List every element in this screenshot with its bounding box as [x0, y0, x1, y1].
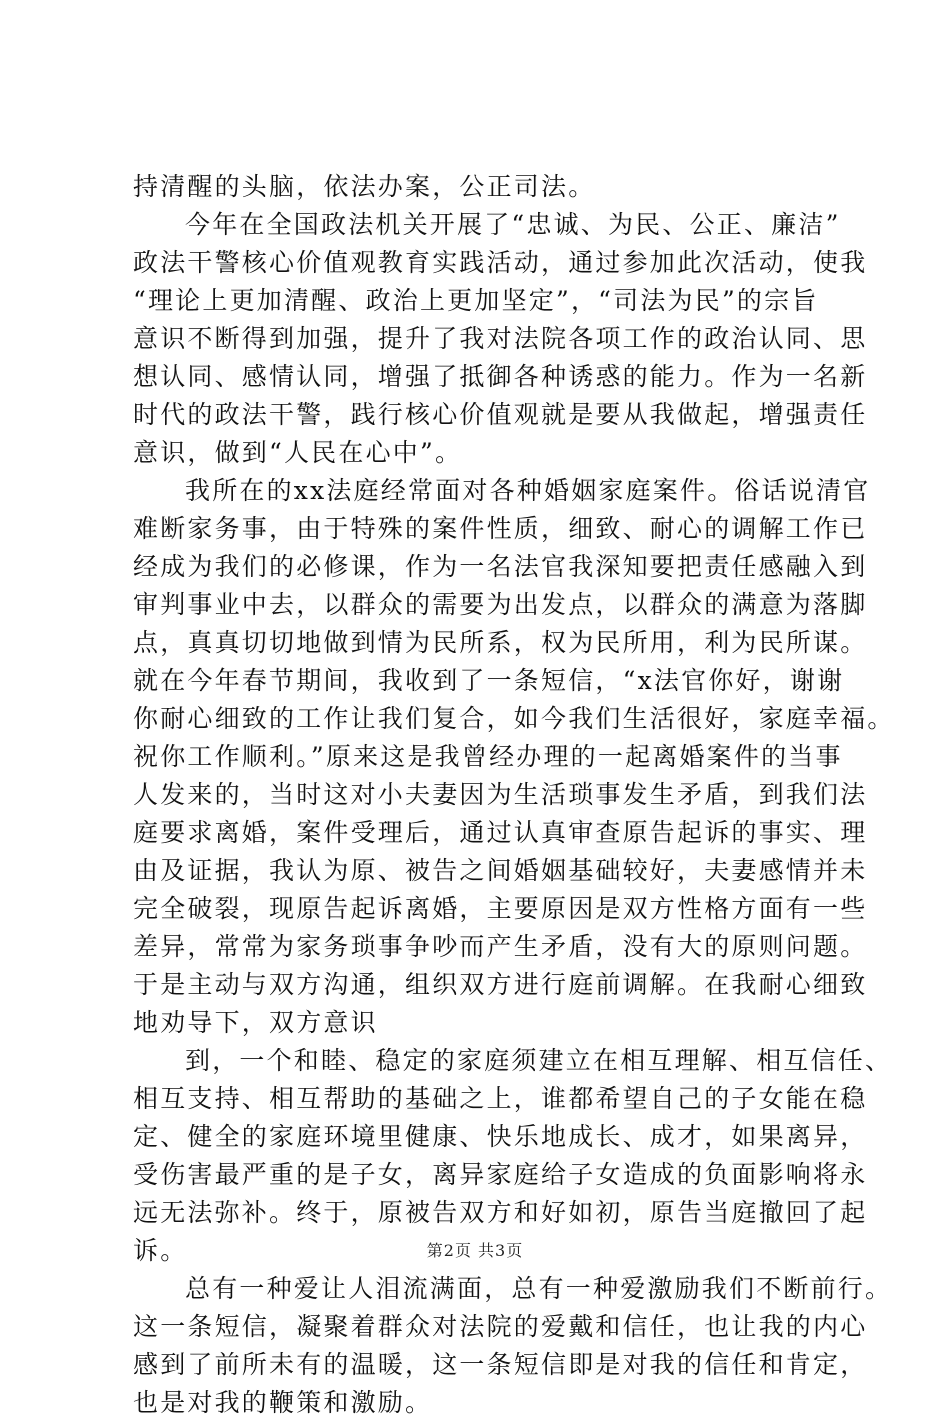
- text-line: 到，一个和睦、稳定的家庭须建立在相互理解、相互信任、: [185, 1046, 893, 1075]
- text-line: 总有一种爱让人泪流满面，总有一种爱激励我们不断前行。: [185, 1274, 893, 1303]
- text-line: 意识，做到“人民在心中”。: [133, 438, 463, 467]
- text-line: 庭要求离婚，案件受理后，通过认真审查原告起诉的事实、理: [133, 818, 868, 847]
- text-line: 受伤害最严重的是子女，离异家庭给子女造成的负面影响将永: [133, 1160, 868, 1189]
- text-line: “理论上更加清醒、政治上更加坚定”，“司法为民”的宗旨: [133, 286, 819, 315]
- text-line: 政法干警核心价值观教育实践活动，通过参加此次活动，使我: [133, 248, 868, 277]
- text-line: 完全破裂，现原告起诉离婚，主要原因是双方性格方面有一些: [133, 894, 868, 923]
- text-line: 相互支持、相互帮助的基础之上，谁都希望自己的子女能在稳: [133, 1084, 868, 1113]
- text-line: 就在今年春节期间，我收到了一条短信，“x法官你好，谢谢: [133, 666, 845, 695]
- text-line: 意识不断得到加强，提升了我对法院各项工作的政治认同、思: [133, 324, 868, 353]
- text-line: 人发来的，当时这对小夫妻因为生活琐事发生矛盾，到我们法: [133, 780, 868, 809]
- text-line: 审判事业中去，以群众的需要为出发点，以群众的满意为落脚: [133, 590, 868, 619]
- text-line: 持清醒的头脑，依法办案，公正司法。: [133, 172, 596, 201]
- text-line: 祝你工作顺利。”原来这是我曾经办理的一起离婚案件的当事: [133, 742, 843, 771]
- paragraph: [133, 472, 895, 1042]
- text-line: 于是主动与双方沟通，组织双方进行庭前调解。在我耐心细致: [133, 970, 868, 999]
- text-line: 诉。: [133, 1236, 188, 1265]
- document-body: [133, 168, 895, 1422]
- text-line: 点，真真切切地做到情为民所系，权为民所用，利为民所谋。: [133, 628, 868, 657]
- page-footer: 第2页 共3页: [426, 1241, 524, 1260]
- text-line: 今年在全国政法机关开展了“忠诚、为民、公正、廉洁”: [185, 210, 841, 239]
- text-line: 经成为我们的必修课，作为一名法官我深知要把责任感融入到: [133, 552, 868, 581]
- text-line: 远无法弥补。终于，原被告双方和好如初，原告当庭撤回了起: [133, 1198, 868, 1227]
- text-line: 定、健全的家庭环境里健康、快乐地成长、成才，如果离异，: [133, 1122, 868, 1151]
- paragraph: [133, 1042, 893, 1270]
- text-line: 也是对我的鞭策和激励。: [133, 1388, 433, 1417]
- text-line: 难断家务事，由于特殊的案件性质，细致、耐心的调解工作已: [133, 514, 868, 543]
- text-line: 你耐心细致的工作让我们复合，如今我们生活很好，家庭幸福。: [133, 704, 895, 733]
- text-line: 感到了前所未有的温暖，这一条短信即是对我的信任和肯定，: [133, 1350, 868, 1379]
- paragraph: [133, 206, 868, 472]
- paragraph: [133, 1270, 893, 1422]
- text-line: 差异，常常为家务琐事争吵而产生矛盾，没有大的原则问题。: [133, 932, 868, 961]
- text-line: 地劝导下，双方意识: [133, 1008, 378, 1037]
- paragraph: [133, 168, 853, 206]
- text-line: 由及证据，我认为原、被告之间婚姻基础较好，夫妻感情并未: [133, 856, 868, 885]
- text-line: 我所在的xx法庭经常面对各种婚姻家庭案件。俗话说清官: [185, 476, 871, 505]
- text-line: 这一条短信，凝聚着群众对法院的爱戴和信任，也让我的内心: [133, 1312, 868, 1341]
- text-line: 想认同、感情认同，增强了抵御各种诱惑的能力。作为一名新: [133, 362, 868, 391]
- text-line: 时代的政法干警，践行核心价值观就是要从我做起，增强责任: [133, 400, 868, 429]
